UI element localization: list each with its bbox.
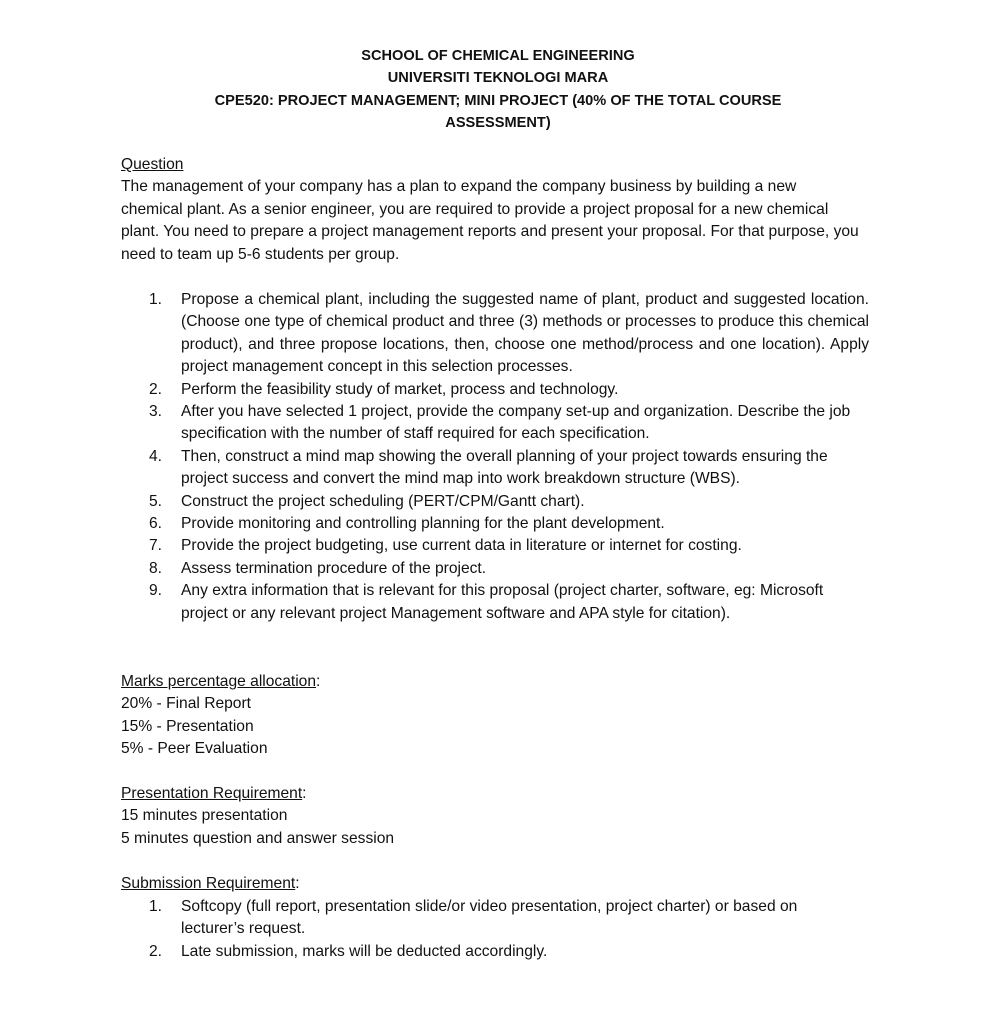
list-item [121,535,869,557]
item-number: 6. [149,515,163,533]
university-name: UNIVERSITI TEKNOLOGI MARA [387,70,609,87]
item-number: 1. [149,291,163,308]
item-text: Softcopy (full report, presentation slide/or video presentation, project charter) or based on lecturer’s request. [181,898,798,938]
marks-line: 15% - Presentation [121,717,254,735]
item-number: 1. [149,898,163,915]
item-text: After you have selected 1 project, provide the company set-up and organization. Describe the job specification with the number of staff required for each specification. [181,403,851,443]
task-list [121,289,869,625]
question-section [121,154,881,266]
list-item [121,491,869,513]
item-text: Any extra information that is relevant for this proposal (project charter, software, eg: Microsoft project or any relevant project Management software and APA style for citation). [181,582,824,622]
marks-heading-line [121,671,881,693]
item-text: Provide the project budgeting, use current data in literature or internet for costing. [181,537,742,555]
presentation-line: 5 minutes question and answer session [121,829,395,847]
marks-section [121,671,881,761]
list-item [121,941,851,963]
presentation-heading-colon: : [302,785,307,802]
item-number: 4. [149,447,163,465]
submission-heading: Submission Requirement [121,875,296,892]
list-item [121,446,869,491]
item-number: 2. [149,380,163,398]
presentation-heading-line [121,783,881,805]
presentation-heading: Presentation Requirement [121,785,303,802]
submission-heading-colon: : [295,875,300,892]
item-number: 2. [149,942,163,960]
item-text: Construct the project scheduling (PERT/CPM/Gantt chart). [181,492,585,510]
list-item [121,289,869,379]
marks-heading: Marks percentage allocation [121,673,317,690]
marks-line: 20% - Final Report [121,695,252,713]
item-text: Provide monitoring and controlling planning for the plant development. [181,515,665,533]
item-text: Propose a chemical plant, including the suggested name of plant, product and suggested location. (Choose one type of chemical product and three (3) methods or processes to produce this chemical product), and three propose locations, then, choose one method/process and one location). Apply project management concept in this selection processes. [181,291,869,376]
list-item [121,513,869,535]
list-item [121,379,869,401]
item-text: Assess termination procedure of the project. [181,559,487,577]
question-paragraph: The management of your company has a plan to expand the company business by building a new chemical plant. As a senior engineer, you are required to provide a project proposal for a new chemical plant. You need to prepare a project management reports and present your proposal. For that purpose, you need to team up 5-6 students per group. [121,178,859,263]
marks-line: 5% - Peer Evaluation [121,740,268,758]
school-name: SCHOOL OF CHEMICAL ENGINEERING [361,48,635,64]
item-text: Late submission, marks will be deducted accordingly. [181,942,548,960]
submission-section [121,873,881,895]
course-title: CPE520: PROJECT MANAGEMENT; MINI PROJECT (40% OF THE TOTAL COURSE [214,92,782,109]
item-text: Then, construct a mind map showing the overall planning of your project towards ensuring the project success and convert the mind map into work breakdown structure (WBS). [181,447,828,488]
list-item [121,401,869,446]
presentation-line: 15 minutes presentation [121,807,288,825]
list-item [121,896,851,941]
presentation-section [121,783,881,850]
question-heading: Question [121,156,184,173]
marks-heading-colon: : [316,673,321,690]
submission-list [121,896,851,963]
item-number: 7. [149,537,163,555]
item-number: 5. [149,492,163,510]
submission-heading-line [121,873,881,895]
document-header [150,45,846,134]
item-number: 3. [149,403,163,421]
item-number: 8. [149,559,163,577]
item-text: Perform the feasibility study of market, process and technology. [181,380,619,398]
list-item [121,580,869,625]
item-number: 9. [149,582,163,600]
course-title-continued: ASSESSMENT) [445,114,551,131]
list-item [121,558,869,580]
